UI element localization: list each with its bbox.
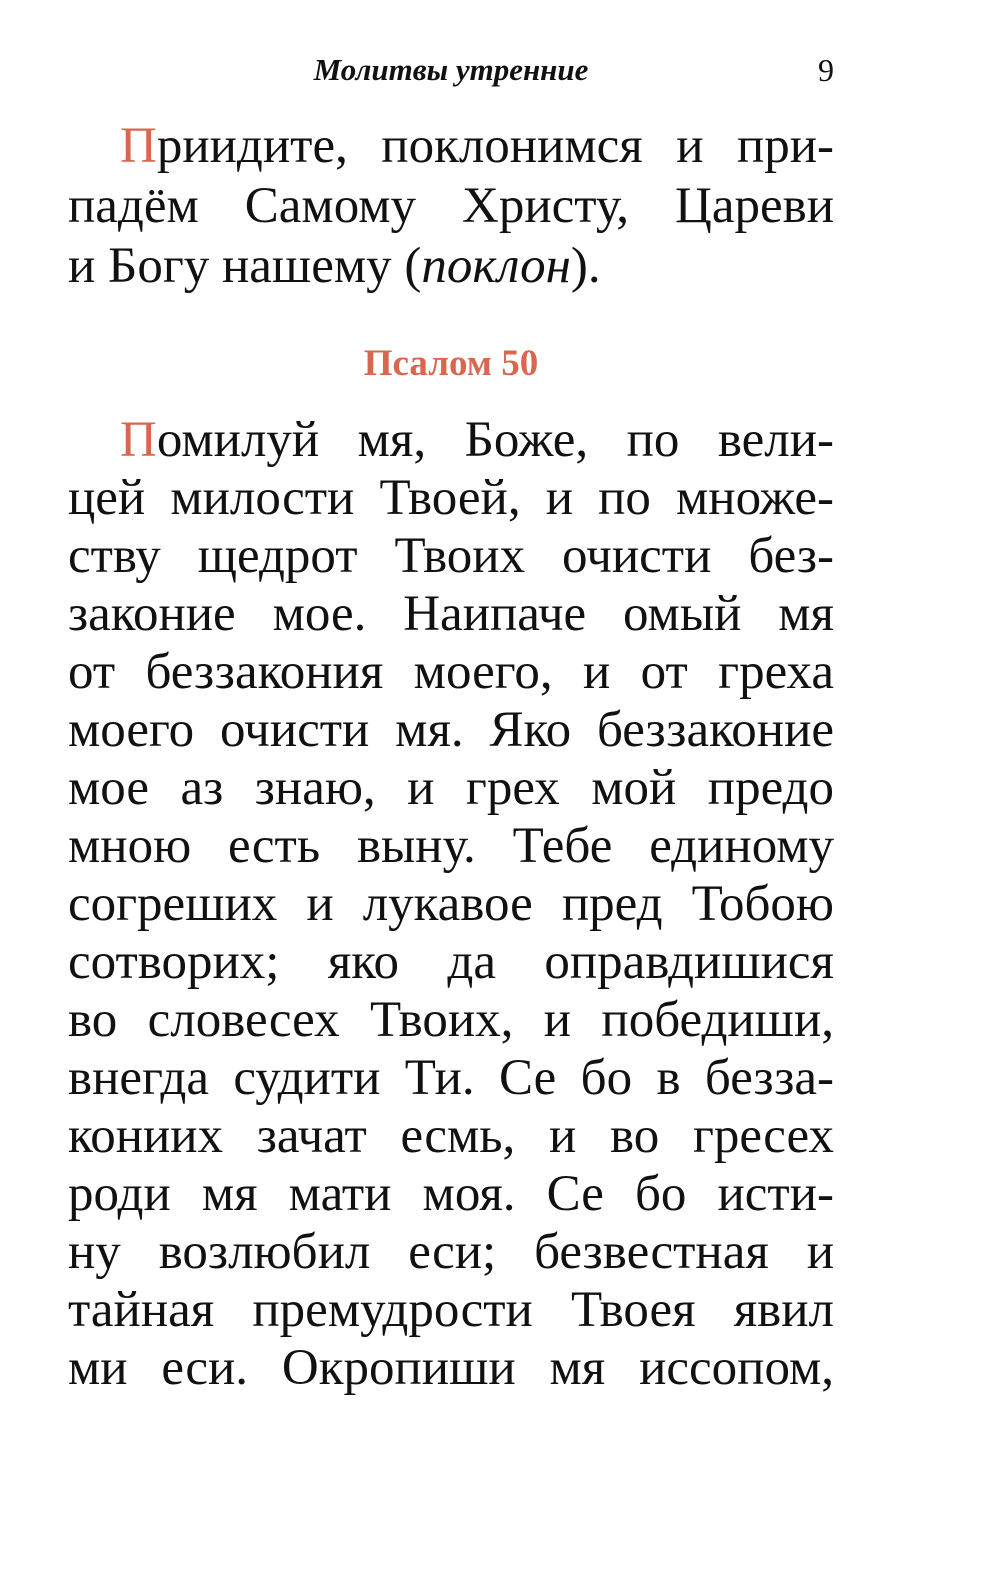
- psalm-line-17: ми еси. Окропиши мя иссопом,: [68, 1340, 834, 1396]
- psalm-line-8: мною есть выну. Тебе единому: [68, 818, 834, 874]
- page-number: 9: [818, 52, 834, 88]
- psalm-line-14: роди мя мати моя. Се бо исти-: [68, 1166, 834, 1222]
- prayer-text: риидите, поклонимся и при-: [156, 118, 834, 174]
- psalm-line-4: законие мое. Наипаче омый мя: [68, 586, 834, 642]
- psalm-line-10: сотворих; яко да оправдишися: [68, 934, 834, 990]
- psalm-line-6: моего очисти мя. Яко беззаконие: [68, 702, 834, 758]
- prayer-line-3: [68, 238, 834, 294]
- psalm-line-11: во словесех Твоих, и победиши,: [68, 992, 834, 1048]
- rubric-instruction: поклон: [421, 238, 571, 294]
- psalm-line-3: ству щедрот Твоих очисти без-: [68, 528, 834, 584]
- prayer-text: ).: [570, 238, 601, 294]
- psalm-text: омилуй мя, Боже, по вели-: [156, 412, 834, 468]
- running-title: Молитвы утренние: [313, 52, 589, 87]
- psalm-heading: Псалом 50: [363, 343, 539, 384]
- psalm-line-13: кониих зачат есмь, и во гресех: [68, 1108, 834, 1164]
- psalm-line-15: ну возлюбил еси; безвестная и: [68, 1224, 834, 1280]
- psalm-line-16: тайная премудрости Твоея явил: [68, 1282, 834, 1338]
- psalm-line-7: мое аз знаю, и грех мой предо: [68, 760, 834, 816]
- psalm-line-5: от беззакония моего, и от греха: [68, 644, 834, 700]
- psalm-line-12: внегда судити Ти. Се бо в безза-: [68, 1050, 834, 1106]
- drop-initial: П: [120, 118, 157, 174]
- prayer-line-1: [68, 118, 834, 174]
- prayer-line-2: падём Самому Христу, Цареви: [68, 178, 834, 234]
- drop-initial: П: [120, 412, 157, 468]
- psalm-line-9: согреших и лукавое пред Тобою: [68, 876, 834, 932]
- running-head: [68, 48, 834, 92]
- psalm-line-1: [68, 412, 834, 468]
- psalm-line-2: цей милости Твоей, и по множе-: [68, 470, 834, 526]
- prayer-text: и Богу нашему (: [68, 238, 422, 294]
